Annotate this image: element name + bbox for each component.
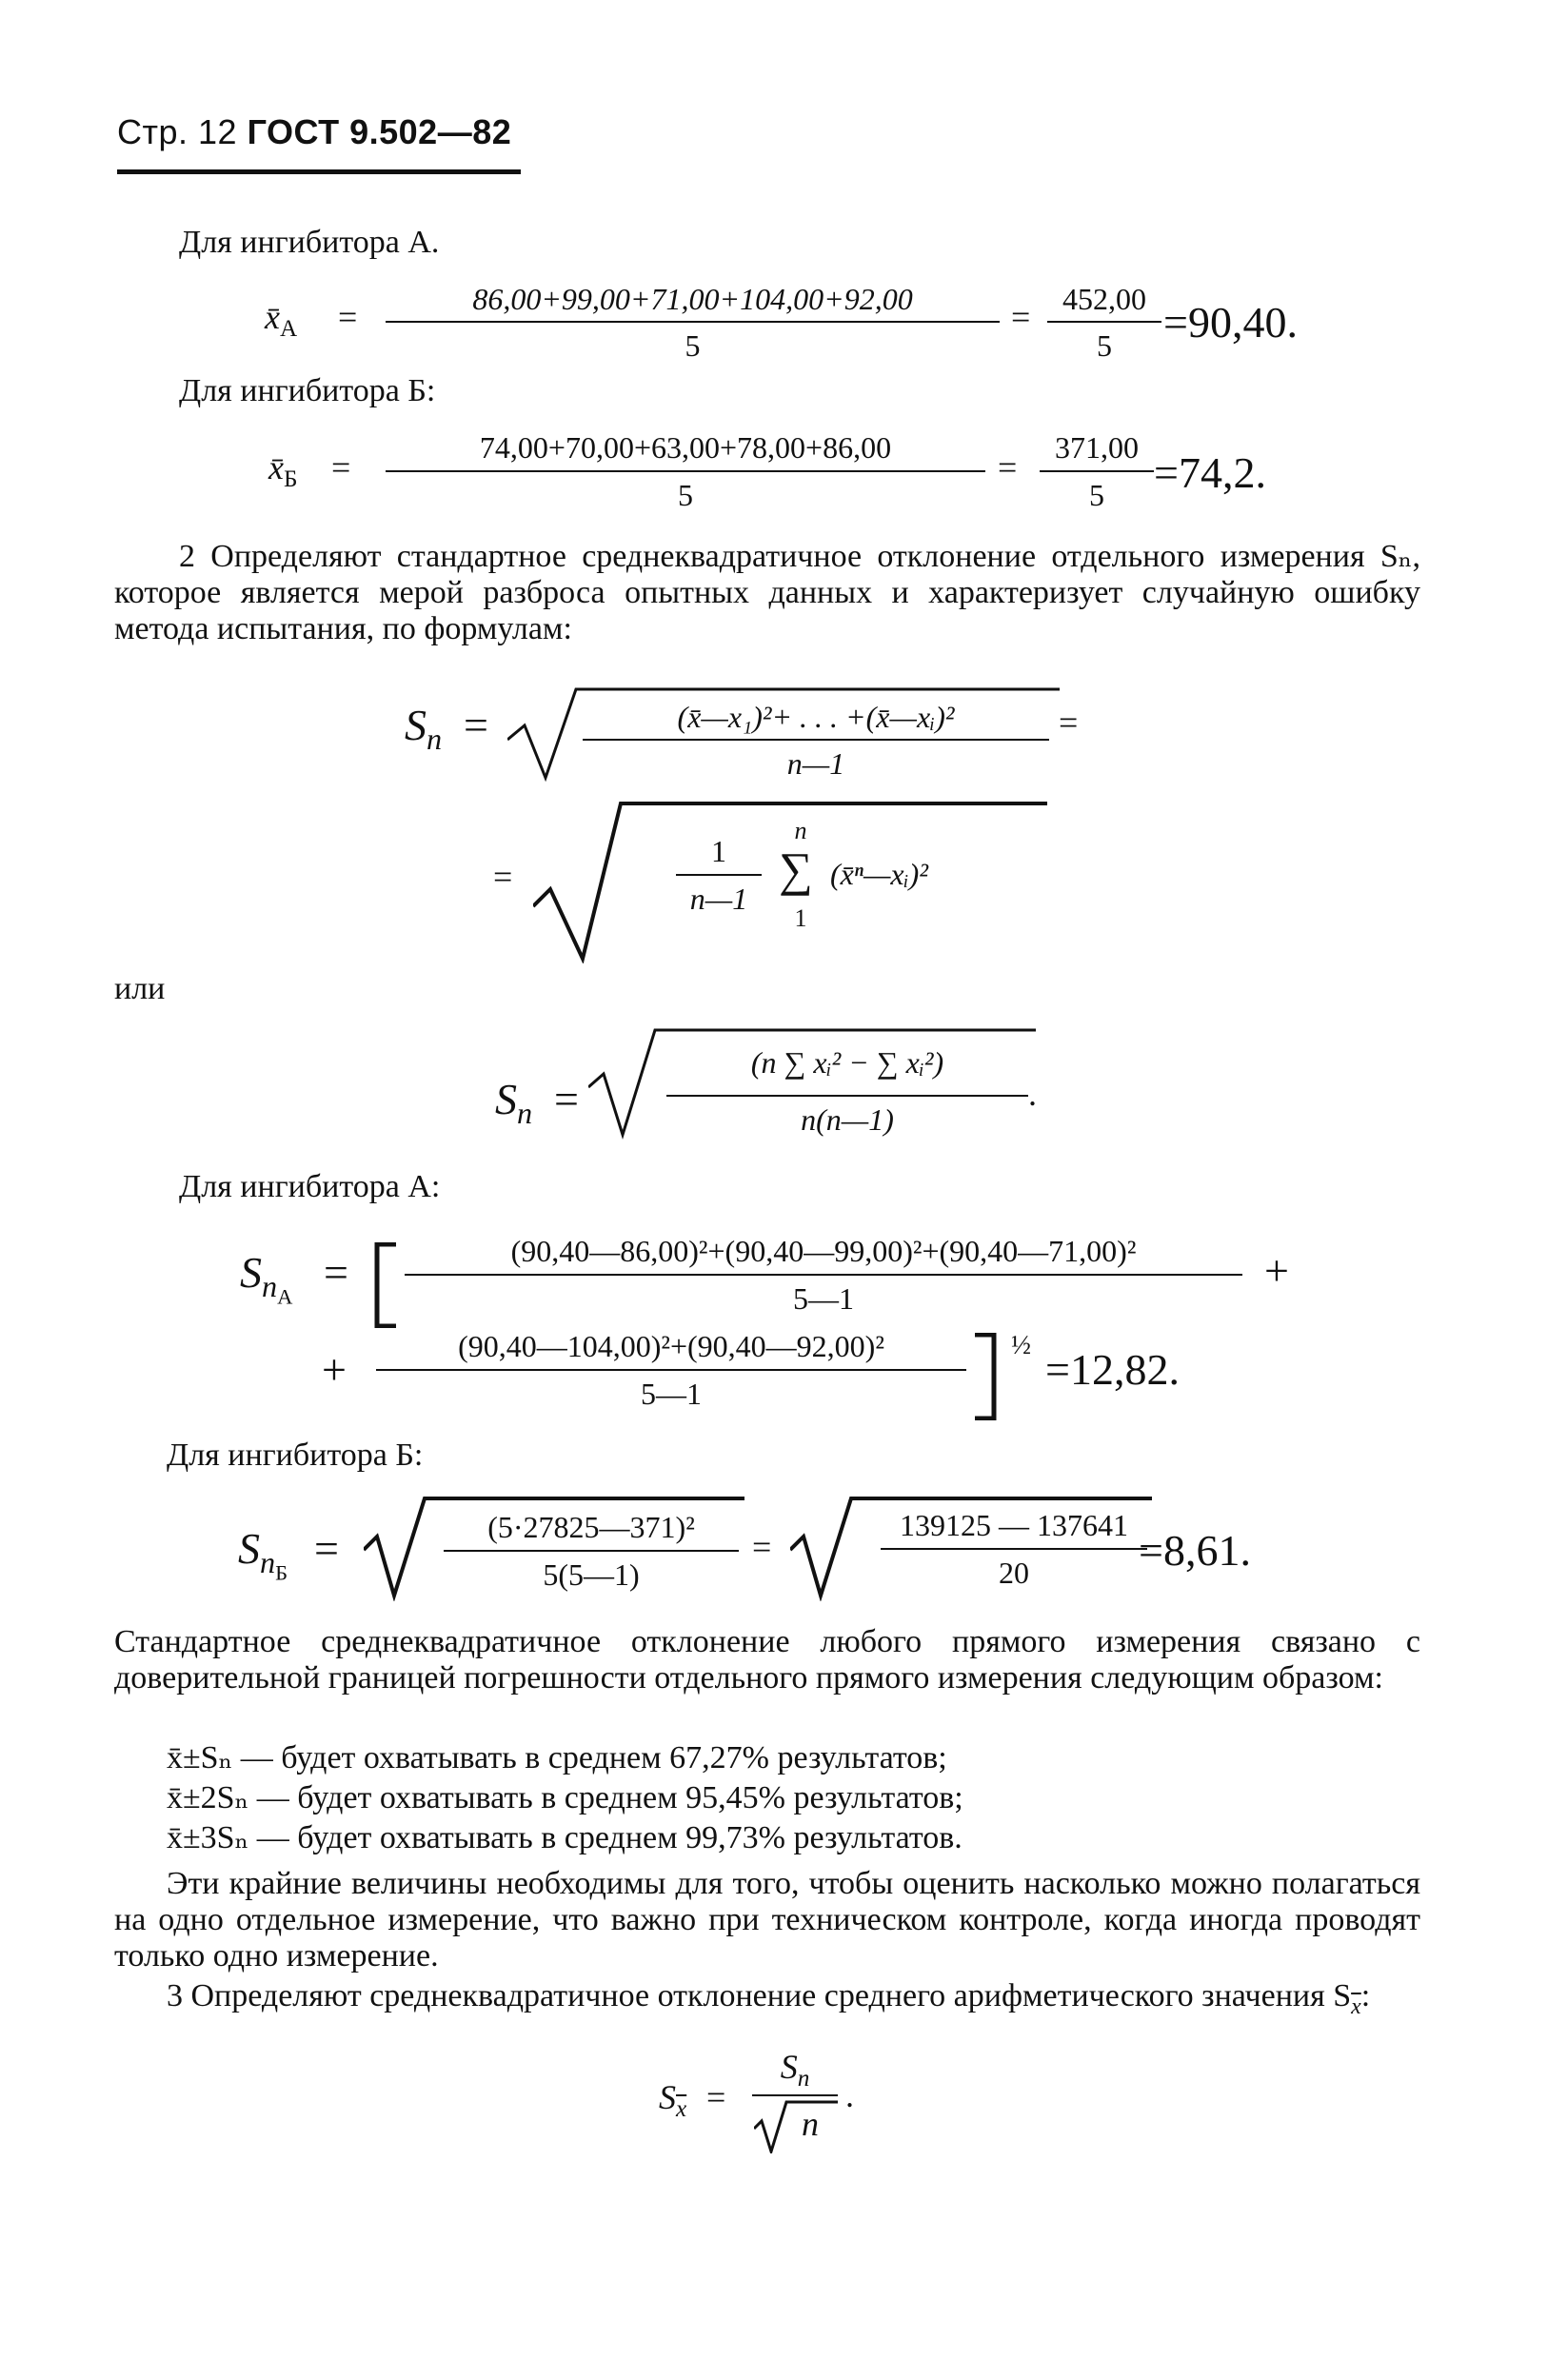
label-or: или [114,971,166,1006]
sn1-numerator: (x̄—x₁)²+ . . . +(x̄—xᵢ)² [677,700,955,734]
paragraph-3: 3 Определяют среднеквадратичное отклонение среднего арифметического значения $S_{\overline{x}}$: [167,1978,1371,2019]
fraction-bar [1047,321,1161,323]
plus-sign: + [1264,1246,1289,1295]
fraction-bar [386,470,985,472]
equals-sign: = [331,448,351,486]
equals-sign: = [314,1524,339,1573]
snb-numerator-2: 139125 — 137641 [900,1508,1128,1542]
standard-number: ГОСТ 9.502—82 [247,112,512,151]
sn3-denominator: n(n—1) [801,1102,894,1137]
sna-denominator-2: 5—1 [641,1377,702,1411]
fraction-bar [386,321,1000,323]
fraction-bar [376,1369,966,1371]
period: . [1028,1075,1037,1113]
sn-symbol: $S_n$ [405,701,443,757]
mean-b-denominator: 5 [678,478,693,512]
mean-a-numerator: 86,00+99,00+71,00+104,00+92,00 [472,282,913,316]
fraction-bar [444,1550,739,1552]
page-header [117,112,511,152]
mean-a-count: 5 [1097,328,1112,363]
mean-b-count: 5 [1089,478,1104,512]
fraction-bar [752,2094,838,2096]
sna-exponent: ½ [1011,1331,1031,1360]
sx-numerator: $S_n$ [780,2048,810,2092]
snb-denominator-2: 20 [999,1556,1029,1590]
equals-sign: = [493,858,513,896]
close-bracket [973,1333,998,1420]
equals-sign: = [464,701,488,749]
page-number: Стр. 12 [117,112,238,151]
sn1-denominator: n—1 [786,746,845,781]
sna-symbol: $S_{n_А}$ [240,1248,293,1309]
period: . [845,2076,854,2114]
sn2-summand: (x̄ⁿ—xᵢ)² [830,857,928,891]
list-item-2: x̄±2Sₙ — будет охватывать в среднем 95,45% результатов; [167,1780,963,1815]
sx-symbol: $S_{\overline{x}}$ [659,2078,687,2123]
equals-sign: = [1059,704,1079,742]
label-inhibitor-a-2: Для ингибитора А: [179,1169,441,1204]
label-inhibitor-a: Для ингибитора А. [179,225,440,260]
label-inhibitor-b: Для ингибитора Б: [179,373,436,408]
open-bracket [373,1242,398,1328]
mean-a-lhs: $x̄_А$ [265,298,298,343]
sna-numerator-1: (90,40—86,00)²+(90,40—99,00)²+(90,40—71,00)² [510,1234,1137,1268]
sn2-coef-numerator: 1 [711,834,726,868]
snb-result: =8,61. [1139,1526,1251,1575]
sum-lower-limit: 1 [794,904,807,932]
fraction-bar [1040,470,1154,472]
fraction-bar [405,1274,1242,1276]
equals-sign: = [998,448,1018,486]
snb-numerator-1: (5·27825—371)² [487,1510,695,1544]
mean-a-sum: 452,00 [1062,282,1146,316]
mean-b-result: =74,2. [1154,448,1266,497]
fraction-bar [676,874,762,876]
paragraph-3-text: 3 Определяют среднеквадратичное отклонение среднего арифметического значения S [167,1978,1352,2013]
equals-sign: = [338,298,358,336]
plus-sign: + [322,1345,347,1394]
snb-denominator-1: 5(5—1) [543,1557,640,1592]
sum-upper-limit: n [794,817,807,844]
sum-sign: ∑ [779,843,813,896]
sn2-coef-denominator: n—1 [689,882,748,916]
sna-numerator-2: (90,40—104,00)²+(90,40—92,00)² [458,1329,884,1363]
mean-b-lhs: $x̄_Б$ [268,448,298,493]
equals-sign: = [554,1075,579,1123]
mean-b-numerator: 74,00+70,00+63,00+78,00+86,00 [479,430,892,465]
equals-sign: = [706,2078,726,2116]
header-rule [117,169,521,174]
sn-symbol: $S_n$ [495,1075,533,1131]
snb-symbol: $S_{n_Б}$ [238,1524,288,1585]
mean-a-result: =90,40. [1163,298,1298,347]
list-item-1: x̄±Sₙ — будет охватывать в среднем 67,27% результатов; [167,1740,947,1775]
sna-result: =12,82. [1045,1345,1180,1394]
mean-b-sum: 371,00 [1055,430,1139,465]
equals-sign: = [752,1528,772,1566]
sx-denominator: n [802,2105,819,2143]
sqrt-sign [754,2100,838,2153]
fraction-bar [666,1095,1028,1097]
mean-a-denominator: 5 [685,328,701,363]
sna-denominator-1: 5—1 [793,1281,854,1316]
paragraph-2: 2 Определяют стандартное среднеквадратичное отклонение отдельного измерения Sₙ, которое является мерой разброса опытных данных и характеризует случайную ошибку метода испытания, по формулам: [114,539,1420,646]
sn3-numerator: (n ∑ xᵢ² − ∑ xᵢ²) [750,1045,944,1080]
equals-sign: = [324,1248,348,1297]
list-item-3: x̄±3Sₙ — будет охватывать в среднем 99,73% результатов. [167,1820,963,1855]
x-bar-subscript: x [1351,1993,1361,2019]
fraction-bar [881,1548,1147,1550]
fraction-bar [583,739,1049,741]
paragraph-std-deviation: Стандартное среднеквадратичное отклонение любого прямого измерения связано с доверительной границей погрешности отдельного прямого измерения следующим образом: [114,1624,1420,1696]
label-inhibitor-b-2: Для ингибитора Б: [167,1438,424,1473]
paragraph-extreme-values: Эти крайние величины необходимы для того, чтобы оценить насколько можно полагаться на одно отдельное измерение, что важно при техническом контроле, когда иногда проводят только одно измерение. [114,1866,1420,1973]
equals-sign: = [1011,298,1031,336]
